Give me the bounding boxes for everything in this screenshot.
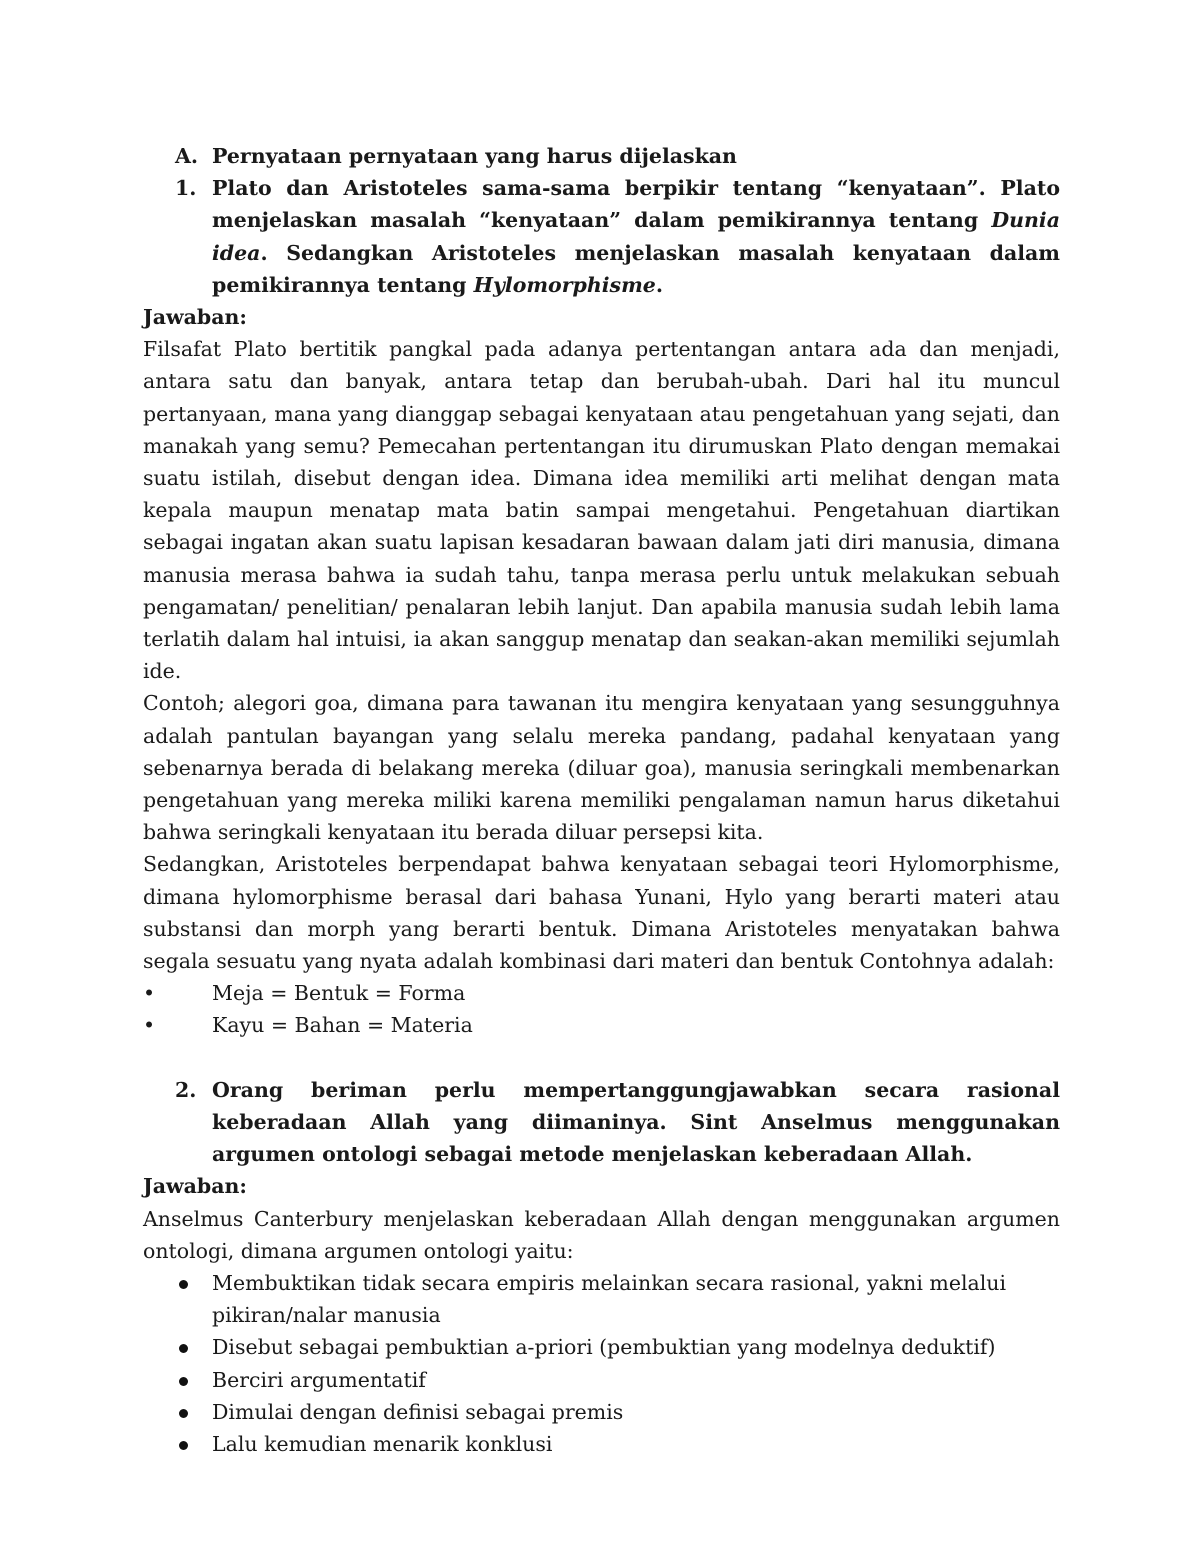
answer-1-paragraph-3: Sedangkan, Aristoteles berpendapat bahwa kenyataan sebagai teori Hylomorphisme, dimana hylomorphisme berasal dari bahasa Yunani, Hylo yang berarti materi atau substansi dan morph yang berarti bentuk. Dimana Aristoteles menyatakan bahwa segala sesuatu yang nyata adalah kombinasi dari materi dan bentuk Contohnya adalah: [143, 852, 1060, 974]
bullet-dot-icon [179, 1377, 188, 1386]
bullet-marker: • [143, 981, 156, 1006]
list-item-text: Berciri argumentatif [212, 1367, 426, 1392]
question-1 [143, 172, 1060, 301]
bullet-dot-icon [179, 1409, 188, 1418]
answer-label-1: Jawaban: [143, 305, 248, 330]
list-item [143, 1396, 1060, 1428]
question-1-italic-b: Hylomorphisme [473, 272, 656, 297]
example-text: Meja = Bentuk = Forma [212, 981, 466, 1006]
spacer [143, 1042, 1060, 1074]
bullet-dot-icon [179, 1441, 188, 1450]
document-body [143, 140, 1060, 1460]
question-1-marker: 1. [175, 176, 197, 201]
example-text: Kayu = Bahan = Materia [212, 1013, 473, 1038]
list-item-text: Dimulai dengan definisi sebagai premis [212, 1399, 624, 1424]
list-item-text: Membuktikan tidak secara empiris melainkan secara rasional, yakni melalui pikiran/nalar manusia [212, 1270, 1007, 1328]
question-1-text-b: . Sedangkan Aristoteles menjelaskan masalah kenyataan dalam pemikirannya tentang [212, 240, 1060, 297]
example-item [143, 977, 1060, 1009]
question-1-italic-a: Dunia idea [212, 208, 1060, 265]
list-item [143, 1428, 1060, 1460]
answer-2-paragraph-1: Anselmus Canterbury menjelaskan keberadaan Allah dengan menggunakan argumen ontologi, dimana argumen ontologi yaitu: [143, 1206, 1060, 1263]
argument-list [143, 1267, 1060, 1460]
bullet-marker: • [143, 1013, 156, 1038]
answer-label-2: Jawaban: [143, 1174, 248, 1199]
list-item-text: Disebut sebagai pembuktian a-priori (pembuktian yang modelnya deduktif) [212, 1335, 996, 1360]
question-2-text: Orang beriman perlu mempertanggungjawabkan secara rasional keberadaan Allah yang diimaninya. Sint Anselmus menggunakan argumen ontologi sebagai metode menjelaskan keberadaan Allah. [212, 1077, 1060, 1167]
question-2 [143, 1074, 1060, 1171]
section-marker: A. [175, 144, 199, 168]
list-item [143, 1331, 1060, 1363]
example-list [143, 977, 1060, 1041]
example-item [143, 1009, 1060, 1041]
question-2-marker: 2. [175, 1077, 197, 1102]
list-item [143, 1267, 1060, 1331]
section-heading [143, 140, 1060, 172]
section-title: Pernyataan pernyataan yang harus dijelaskan [212, 144, 737, 168]
question-1-text-a: Plato dan Aristoteles sama-sama berpikir tentang “kenyataan”. Plato menjelaskan masalah “kenyataan” dalam pemikirannya tentang [212, 176, 1060, 233]
answer-1-paragraph-2: Contoh; alegori goa, dimana para tawanan itu mengira kenyataan yang sesungguhnya adalah pantulan bayangan yang selalu mereka pandang, padahal kenyataan yang sebenarnya berada di belakang mereka (diluar goa), manusia seringkali membenarkan pengetahuan yang mereka miliki karena memiliki pengalaman namun harus diketahui bahwa seringkali kenyataan itu berada diluar persepsi kita. [143, 691, 1060, 845]
list-item [143, 1364, 1060, 1396]
question-1-text-c: . [655, 272, 663, 297]
list-item-text: Lalu kemudian menarik konklusi [212, 1431, 553, 1456]
bullet-dot-icon [179, 1280, 188, 1289]
bullet-dot-icon [179, 1344, 188, 1353]
answer-1-paragraph-1: Filsafat Plato bertitik pangkal pada adanya pertentangan antara ada dan menjadi, antara satu dan banyak, antara tetap dan berubah-ubah. Dari hal itu muncul pertanyaan, mana yang dianggap sebagai kenyataan atau pengetahuan yang sejati, dan manakah yang semu? Pemecahan pertentangan itu dirumuskan Plato dengan memakai suatu istilah, disebut dengan idea. Dimana idea memiliki arti melihat dengan mata kepala maupun menatap mata batin sampai mengetahui. Pengetahuan diartikan sebagai ingatan akan suatu lapisan kesadaran bawaan dalam jati diri manusia, dimana manusia merasa bahwa ia sudah tahu, tanpa merasa perlu untuk melakukan sebuah pengamatan/ penelitian/ penalaran lebih lanjut. Dan apabila manusia sudah lebih lama terlatih dalam hal intuisi, ia akan sanggup menatap dan seakan-akan memiliki sejumlah ide. [143, 337, 1060, 684]
